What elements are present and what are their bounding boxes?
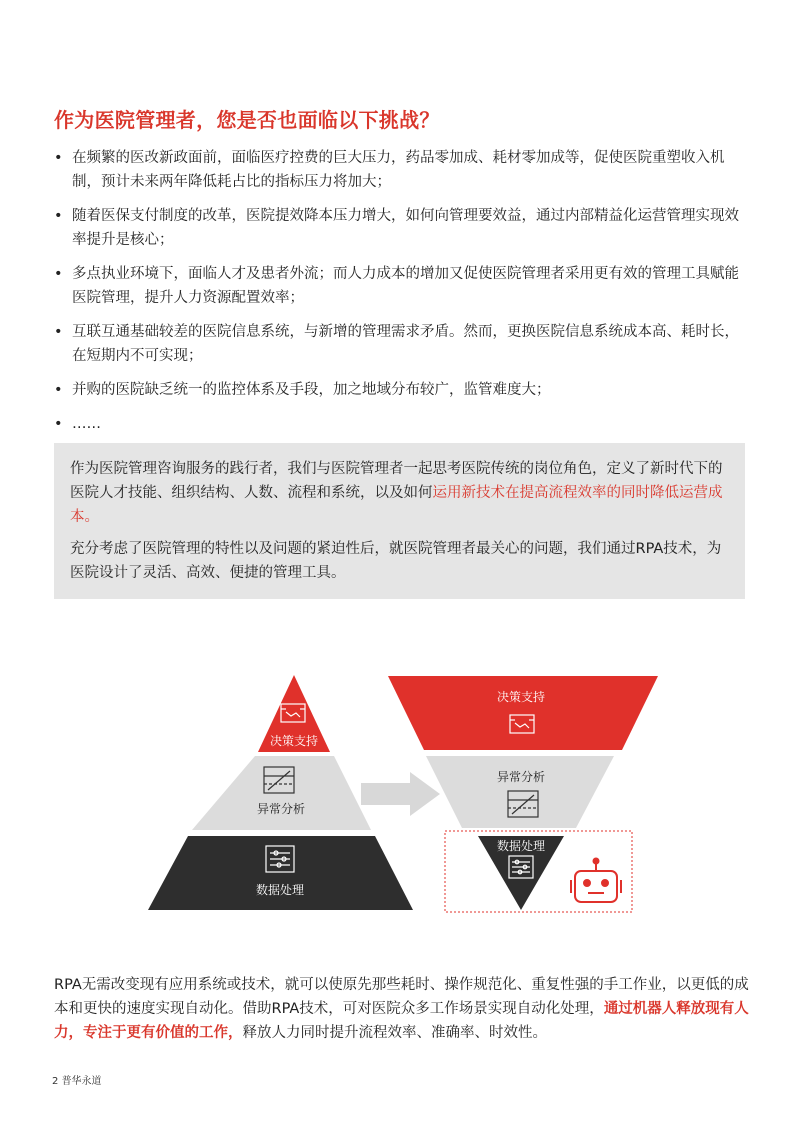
callout-box — [54, 443, 745, 599]
pyramid-bottom-dark — [148, 836, 413, 910]
robot-icon — [571, 859, 621, 903]
list-item — [54, 262, 750, 310]
closing-paragraph — [54, 973, 754, 1045]
bullet-marker: • — [54, 208, 63, 224]
pyramid-label-analysis: 异常分析 — [256, 802, 306, 816]
list-item — [54, 146, 750, 194]
inverted-label-analysis: 异常分析 — [496, 770, 546, 784]
list-item — [54, 412, 750, 436]
footer-brand: 普华永道 — [61, 1076, 102, 1087]
list-item — [54, 204, 750, 252]
list-item-text: 随着医保支付制度的改革，医院提效降本压力增大，如何向管理要效益，通过内部精益化运营管理实现效率提升是核心； — [72, 208, 739, 248]
challenge-list — [54, 146, 750, 446]
pyramid-label-decision: 决策支持 — [269, 734, 319, 748]
pyramid-label-processing: 数据处理 — [255, 883, 305, 897]
closing-tail: 释放人力同时提升流程效率、准确率、时效性。 — [242, 1025, 547, 1041]
list-item-text: 并购的医院缺乏统一的监控体系及手段，加之地域分布较广，监管难度大； — [72, 382, 551, 398]
inverted-top-red — [388, 676, 658, 750]
callout-text: 作为医院管理咨询服务的践行者，我们与医院管理者一起思考医院传统的岗位角色，定义了新时代下的医院人才技能、组织结构、人数、流程和系统，以及如何 — [70, 461, 723, 501]
inverted-label-decision: 决策支持 — [496, 690, 546, 704]
callout-paragraph-2: 充分考虑了医院管理的特性以及问题的紧迫性后，就医院管理者最关心的问题，我们通过RPA技术，为医院设计了灵活、高效、便捷的管理工具。 — [70, 541, 722, 581]
rpa-diagram — [0, 660, 800, 930]
page-heading: 作为医院管理者，您是否也面临以下挑战？ — [54, 108, 440, 132]
list-item — [54, 378, 750, 402]
bullet-marker: • — [54, 150, 63, 166]
closing-emphasis: 通过机器人释放现有人力，专注于更有价值的工作， — [54, 1001, 749, 1041]
transition-arrow — [361, 772, 440, 816]
bullet-marker: • — [54, 416, 63, 432]
list-item-text: 在频繁的医改新政面前，面临医疗控费的巨大压力，药品零加成、耗材零加成等，促使医院重塑收入机制，预计未来两年降低耗占比的指标压力将加大； — [72, 150, 725, 190]
inverted-label-processing: 数据处理 — [496, 839, 546, 853]
callout-highlight: 运用新技术在提高流程效率的同时降低运营成本。 — [70, 485, 723, 525]
page-footer — [52, 1072, 102, 1087]
callout-paragraph-1 — [70, 457, 727, 529]
list-item-text: …… — [72, 416, 101, 432]
closing-text: RPA无需改变现有应用系统或技术，就可以使原先那些耗时、操作规范化、重复性强的手工作业，以更低的成本和更快的速度实现自动化。借助RPA技术，可对医院众多工作场景实现自动化处理， — [54, 977, 749, 1017]
list-item-text: 多点执业环境下，面临人才及患者外流；而人力成本的增加又促使医院管理者采用更有效的管理工具赋能医院管理，提升人力资源配置效率； — [72, 266, 739, 306]
bullet-marker: • — [54, 324, 63, 340]
page-number: 2 — [52, 1076, 59, 1087]
list-item-text: 互联互通基础较差的医院信息系统，与新增的管理需求矛盾。然而，更换医院信息系统成本高、耗时长，在短期内不可实现； — [72, 324, 739, 364]
bullet-marker: • — [54, 266, 63, 282]
bullet-marker: • — [54, 382, 63, 398]
list-item — [54, 320, 750, 368]
